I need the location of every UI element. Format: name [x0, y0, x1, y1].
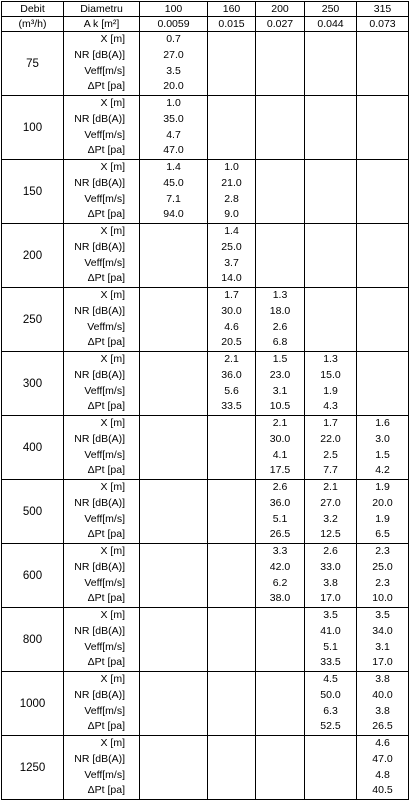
cell-value: 10.0 — [372, 592, 393, 605]
debit-header: Debit — [2, 2, 64, 17]
value-cell-315 — [357, 96, 409, 160]
debit-value: 600 — [2, 544, 64, 608]
value-cell-250 — [305, 416, 357, 480]
cell-value: 27.0 — [320, 496, 341, 509]
parameter-labels — [64, 352, 140, 416]
cell-value: 3.1 — [375, 640, 390, 653]
parameter-label: X [m] — [100, 289, 125, 301]
parameter-label: ΔPt [pa] — [87, 720, 125, 733]
cell-value: 4.7 — [166, 128, 181, 141]
cell-value: 42.0 — [269, 560, 291, 573]
parameter-labels — [64, 288, 140, 352]
cell-value: 6.5 — [375, 528, 390, 541]
cell-value: 94.0 — [163, 208, 184, 221]
cell-value: 38.0 — [269, 592, 291, 605]
cell-value: 17.5 — [269, 464, 291, 477]
debit-value: 800 — [2, 608, 64, 672]
ak-header: A k [m²] — [64, 17, 140, 32]
parameter-label: Veff[m/s] — [84, 256, 125, 269]
cell-value: 5.1 — [323, 640, 338, 653]
cell-value: 1.7 — [323, 417, 338, 429]
cell-value: 4.3 — [323, 400, 338, 413]
cell-value: 10.5 — [269, 400, 291, 413]
parameter-label: X [m] — [100, 161, 125, 173]
table-row — [2, 352, 409, 416]
cell-value: 45.0 — [163, 176, 184, 189]
cell-value: 2.3 — [375, 576, 390, 589]
cell-value: 4.2 — [375, 464, 390, 477]
diameter-315-header: 315 — [357, 2, 409, 17]
parameter-label: Veff[m/s] — [84, 192, 125, 205]
value-cell-250 — [305, 544, 357, 608]
parameter-labels — [64, 736, 140, 800]
value-cell-315 — [357, 352, 409, 416]
cell-value: 26.5 — [372, 720, 393, 733]
parameter-label: Veff[m/s] — [84, 704, 125, 717]
cell-value: 6.2 — [272, 576, 288, 589]
cell-value: 36.0 — [269, 496, 291, 509]
value-cell-250 — [305, 160, 357, 224]
cell-value: 23.0 — [269, 368, 291, 381]
value-cell-100 — [140, 160, 208, 224]
cell-value: 1.6 — [375, 417, 390, 429]
parameter-labels — [64, 96, 140, 160]
cell-value: 36.0 — [221, 368, 242, 381]
parameter-label: NR [dB(A)] — [74, 48, 125, 61]
parameter-label: Veff[m/s] — [84, 64, 125, 77]
cell-value: 35.0 — [163, 112, 184, 125]
value-cell-160 — [208, 416, 256, 480]
value-cell-160 — [208, 672, 256, 736]
debit-value: 100 — [2, 96, 64, 160]
value-cell-200 — [256, 160, 305, 224]
cell-value: 33.5 — [221, 400, 242, 413]
parameter-label: X [m] — [100, 353, 125, 365]
value-cell-250 — [305, 608, 357, 672]
value-cell-315 — [357, 544, 409, 608]
cell-value: 1.4 — [166, 161, 181, 173]
table-row — [2, 160, 409, 224]
value-cell-160 — [208, 480, 256, 544]
cell-value: 21.0 — [221, 176, 242, 189]
cell-value: 1.0 — [224, 161, 239, 173]
cell-value: 2.1 — [323, 481, 338, 493]
debit-value: 300 — [2, 352, 64, 416]
debit-value: 400 — [2, 416, 64, 480]
cell-value: 52.5 — [320, 720, 341, 733]
parameter-label: NR [dB(A)] — [74, 432, 125, 445]
value-cell-200 — [256, 480, 305, 544]
cell-value: 3.1 — [272, 384, 288, 397]
parameter-label: X [m] — [100, 33, 125, 45]
value-cell-100 — [140, 224, 208, 288]
parameter-label: ΔPt [pa] — [87, 272, 125, 285]
cell-value: 20.5 — [221, 336, 242, 349]
parameter-label: NR [dB(A)] — [74, 176, 125, 189]
cell-value: 1.3 — [323, 353, 338, 365]
cell-value: 33.5 — [320, 656, 341, 669]
parameter-label: NR [dB(A)] — [74, 560, 125, 573]
cell-value: 27.0 — [163, 48, 184, 61]
value-cell-250 — [305, 480, 357, 544]
cell-value: 33.0 — [320, 560, 341, 573]
value-cell-160 — [208, 352, 256, 416]
parameter-label: NR [dB(A)] — [74, 496, 125, 509]
table-row — [2, 672, 409, 736]
cell-value: 47.0 — [163, 144, 184, 157]
value-cell-200 — [256, 32, 305, 96]
parameter-label: ΔPt [pa] — [87, 336, 125, 349]
cell-value: 4.6 — [375, 737, 390, 749]
parameter-label: ΔPt [pa] — [87, 144, 125, 157]
cell-value: 5.1 — [272, 512, 288, 525]
cell-value: 2.8 — [224, 192, 239, 205]
table-row — [2, 480, 409, 544]
cell-value: 1.0 — [166, 97, 181, 109]
value-cell-250 — [305, 352, 357, 416]
ak-value-160: 0.015 — [208, 17, 256, 32]
cell-value: 25.0 — [221, 240, 242, 253]
parameter-label: ΔPt [pa] — [87, 656, 125, 669]
table-row — [2, 96, 409, 160]
cell-value: 18.0 — [269, 304, 291, 317]
cell-value: 4.8 — [375, 768, 390, 781]
cell-value: 17.0 — [320, 592, 341, 605]
cell-value: 34.0 — [372, 624, 393, 637]
parameter-label: NR [dB(A)] — [74, 624, 125, 637]
cell-value: 22.0 — [320, 432, 341, 445]
cell-value: 12.5 — [320, 528, 341, 541]
cell-value: 2.1 — [272, 417, 288, 429]
cell-value: 6.8 — [272, 336, 288, 349]
value-cell-100 — [140, 544, 208, 608]
parameter-label: Veff[m/s] — [84, 128, 125, 141]
value-cell-160 — [208, 608, 256, 672]
parameter-label: Veff[m/s] — [84, 576, 125, 589]
parameter-label: Veffm/s] — [87, 320, 125, 333]
cell-value: 2.6 — [272, 320, 288, 333]
value-cell-200 — [256, 608, 305, 672]
value-cell-200 — [256, 288, 305, 352]
parameter-label: Veff[m/s] — [84, 512, 125, 525]
cell-value: 0.7 — [166, 33, 181, 45]
cell-value: 3.5 — [323, 609, 338, 621]
debit-value: 150 — [2, 160, 64, 224]
cell-value: 1.9 — [375, 481, 390, 493]
value-cell-200 — [256, 224, 305, 288]
parameter-label: X [m] — [100, 545, 125, 557]
cell-value: 1.5 — [272, 353, 288, 365]
table-row — [2, 224, 409, 288]
cell-value: 41.0 — [320, 624, 341, 637]
table-row — [2, 288, 409, 352]
parameter-label: X [m] — [100, 417, 125, 429]
parameter-label: ΔPt [pa] — [87, 400, 125, 413]
parameter-label: NR [dB(A)] — [74, 688, 125, 701]
parameter-label: NR [dB(A)] — [74, 112, 125, 125]
diameter-200-header: 200 — [256, 2, 305, 17]
cell-value: 1.9 — [323, 384, 338, 397]
cell-value: 3.0 — [375, 432, 390, 445]
header-row-area — [2, 17, 409, 32]
cell-value: 2.5 — [323, 448, 338, 461]
cell-value: 2.3 — [375, 545, 390, 557]
ak-value-315: 0.073 — [357, 17, 409, 32]
table-row — [2, 736, 409, 800]
value-cell-100 — [140, 96, 208, 160]
diameter-250-header: 250 — [305, 2, 357, 17]
cell-value: 3.8 — [323, 576, 338, 589]
value-cell-100 — [140, 480, 208, 544]
parameter-label: X [m] — [100, 609, 125, 621]
debit-value: 500 — [2, 480, 64, 544]
cell-value: 6.3 — [323, 704, 338, 717]
value-cell-100 — [140, 672, 208, 736]
parameter-label: X [m] — [100, 97, 125, 109]
cell-value: 40.5 — [372, 784, 393, 797]
value-cell-250 — [305, 224, 357, 288]
parameter-label: NR [dB(A)] — [74, 752, 125, 765]
parameter-label: ΔPt [pa] — [87, 784, 125, 797]
debit-value: 1250 — [2, 736, 64, 800]
value-cell-315 — [357, 288, 409, 352]
cell-value: 14.0 — [221, 272, 242, 285]
table-row — [2, 544, 409, 608]
value-cell-160 — [208, 736, 256, 800]
debit-value: 1000 — [2, 672, 64, 736]
cell-value: 9.0 — [224, 208, 239, 221]
value-cell-160 — [208, 288, 256, 352]
cell-value: 3.5 — [166, 64, 181, 77]
cell-value: 1.5 — [375, 448, 390, 461]
parameter-labels — [64, 32, 140, 96]
value-cell-160 — [208, 224, 256, 288]
parameter-label: ΔPt [pa] — [87, 464, 125, 477]
value-cell-250 — [305, 672, 357, 736]
value-cell-315 — [357, 416, 409, 480]
parameter-label: Veff[m/s] — [84, 768, 125, 781]
value-cell-160 — [208, 544, 256, 608]
table-row — [2, 416, 409, 480]
parameter-labels — [64, 480, 140, 544]
cell-value: 3.5 — [375, 609, 390, 621]
value-cell-100 — [140, 416, 208, 480]
cell-value: 3.3 — [272, 545, 288, 557]
cell-value: 47.0 — [372, 752, 393, 765]
parameter-label: X [m] — [100, 673, 125, 685]
value-cell-200 — [256, 416, 305, 480]
value-cell-200 — [256, 736, 305, 800]
ak-value-100: 0.0059 — [140, 17, 208, 32]
cell-value: 50.0 — [320, 688, 341, 701]
parameter-label: ΔPt [pa] — [87, 528, 125, 541]
ak-value-200: 0.027 — [256, 17, 305, 32]
value-cell-315 — [357, 736, 409, 800]
cell-value: 1.9 — [375, 512, 390, 525]
cell-value: 30.0 — [269, 432, 291, 445]
cell-value: 15.0 — [320, 368, 341, 381]
diameter-100-header: 100 — [140, 2, 208, 17]
header-row-diameters — [2, 2, 409, 17]
value-cell-250 — [305, 288, 357, 352]
value-cell-200 — [256, 352, 305, 416]
parameter-labels — [64, 416, 140, 480]
parameter-label: X [m] — [100, 737, 125, 749]
cell-value: 2.1 — [224, 353, 239, 365]
cell-value: 5.6 — [224, 384, 239, 397]
value-cell-100 — [140, 608, 208, 672]
cell-value: 25.0 — [372, 560, 393, 573]
cell-value: 26.5 — [269, 528, 291, 541]
value-cell-250 — [305, 736, 357, 800]
value-cell-200 — [256, 96, 305, 160]
debit-value: 75 — [2, 32, 64, 96]
value-cell-160 — [208, 32, 256, 96]
debit-value: 250 — [2, 288, 64, 352]
parameter-label: X [m] — [100, 225, 125, 237]
parameter-label: NR [dB(A)] — [74, 240, 125, 253]
cell-value: 20.0 — [163, 80, 184, 93]
value-cell-315 — [357, 160, 409, 224]
parameter-label: Veff[m/s] — [84, 448, 125, 461]
cell-value: 20.0 — [372, 496, 393, 509]
parameter-label: Veff[m/s] — [84, 384, 125, 397]
cell-value: 2.6 — [272, 481, 288, 493]
parameter-label: ΔPt [pa] — [87, 208, 125, 221]
parameter-label: ΔPt [pa] — [87, 592, 125, 605]
parameter-label: NR [dB(A)] — [74, 368, 125, 381]
cell-value: 1.4 — [224, 225, 239, 237]
parameter-labels — [64, 608, 140, 672]
value-cell-250 — [305, 32, 357, 96]
parameter-labels — [64, 544, 140, 608]
value-cell-160 — [208, 96, 256, 160]
diametru-header: Diametru — [64, 2, 140, 17]
value-cell-315 — [357, 480, 409, 544]
parameter-label: ΔPt [pa] — [87, 80, 125, 93]
value-cell-100 — [140, 352, 208, 416]
parameter-labels — [64, 224, 140, 288]
cell-value: 3.2 — [323, 512, 338, 525]
cell-value: 7.7 — [323, 464, 338, 477]
debit-unit-header: (m³/h) — [2, 17, 64, 32]
duct-selection-table — [1, 1, 409, 800]
value-cell-250 — [305, 96, 357, 160]
cell-value: 3.7 — [224, 256, 239, 269]
table-row — [2, 608, 409, 672]
cell-value: 4.6 — [224, 320, 239, 333]
parameter-label: NR [dB(A)] — [74, 304, 125, 317]
value-cell-315 — [357, 224, 409, 288]
value-cell-200 — [256, 672, 305, 736]
value-cell-100 — [140, 32, 208, 96]
parameter-label: X [m] — [100, 481, 125, 493]
parameter-labels — [64, 160, 140, 224]
parameter-label: Veff[m/s] — [84, 640, 125, 653]
cell-value: 3.8 — [375, 704, 390, 717]
cell-value: 4.1 — [272, 448, 288, 461]
debit-value: 200 — [2, 224, 64, 288]
value-cell-315 — [357, 608, 409, 672]
parameter-labels — [64, 672, 140, 736]
cell-value: 7.1 — [166, 192, 181, 205]
cell-value: 40.0 — [372, 688, 393, 701]
cell-value: 4.5 — [323, 673, 338, 685]
cell-value: 1.3 — [272, 289, 288, 301]
cell-value: 1.7 — [224, 289, 239, 301]
cell-value: 2.6 — [323, 545, 338, 557]
table-body — [2, 2, 409, 800]
table-row — [2, 32, 409, 96]
value-cell-100 — [140, 288, 208, 352]
value-cell-315 — [357, 672, 409, 736]
cell-value: 17.0 — [372, 656, 393, 669]
value-cell-160 — [208, 160, 256, 224]
diameter-160-header: 160 — [208, 2, 256, 17]
value-cell-200 — [256, 544, 305, 608]
cell-value: 3.8 — [375, 673, 390, 685]
ak-value-250: 0.044 — [305, 17, 357, 32]
cell-value: 30.0 — [221, 304, 242, 317]
value-cell-100 — [140, 736, 208, 800]
value-cell-315 — [357, 32, 409, 96]
